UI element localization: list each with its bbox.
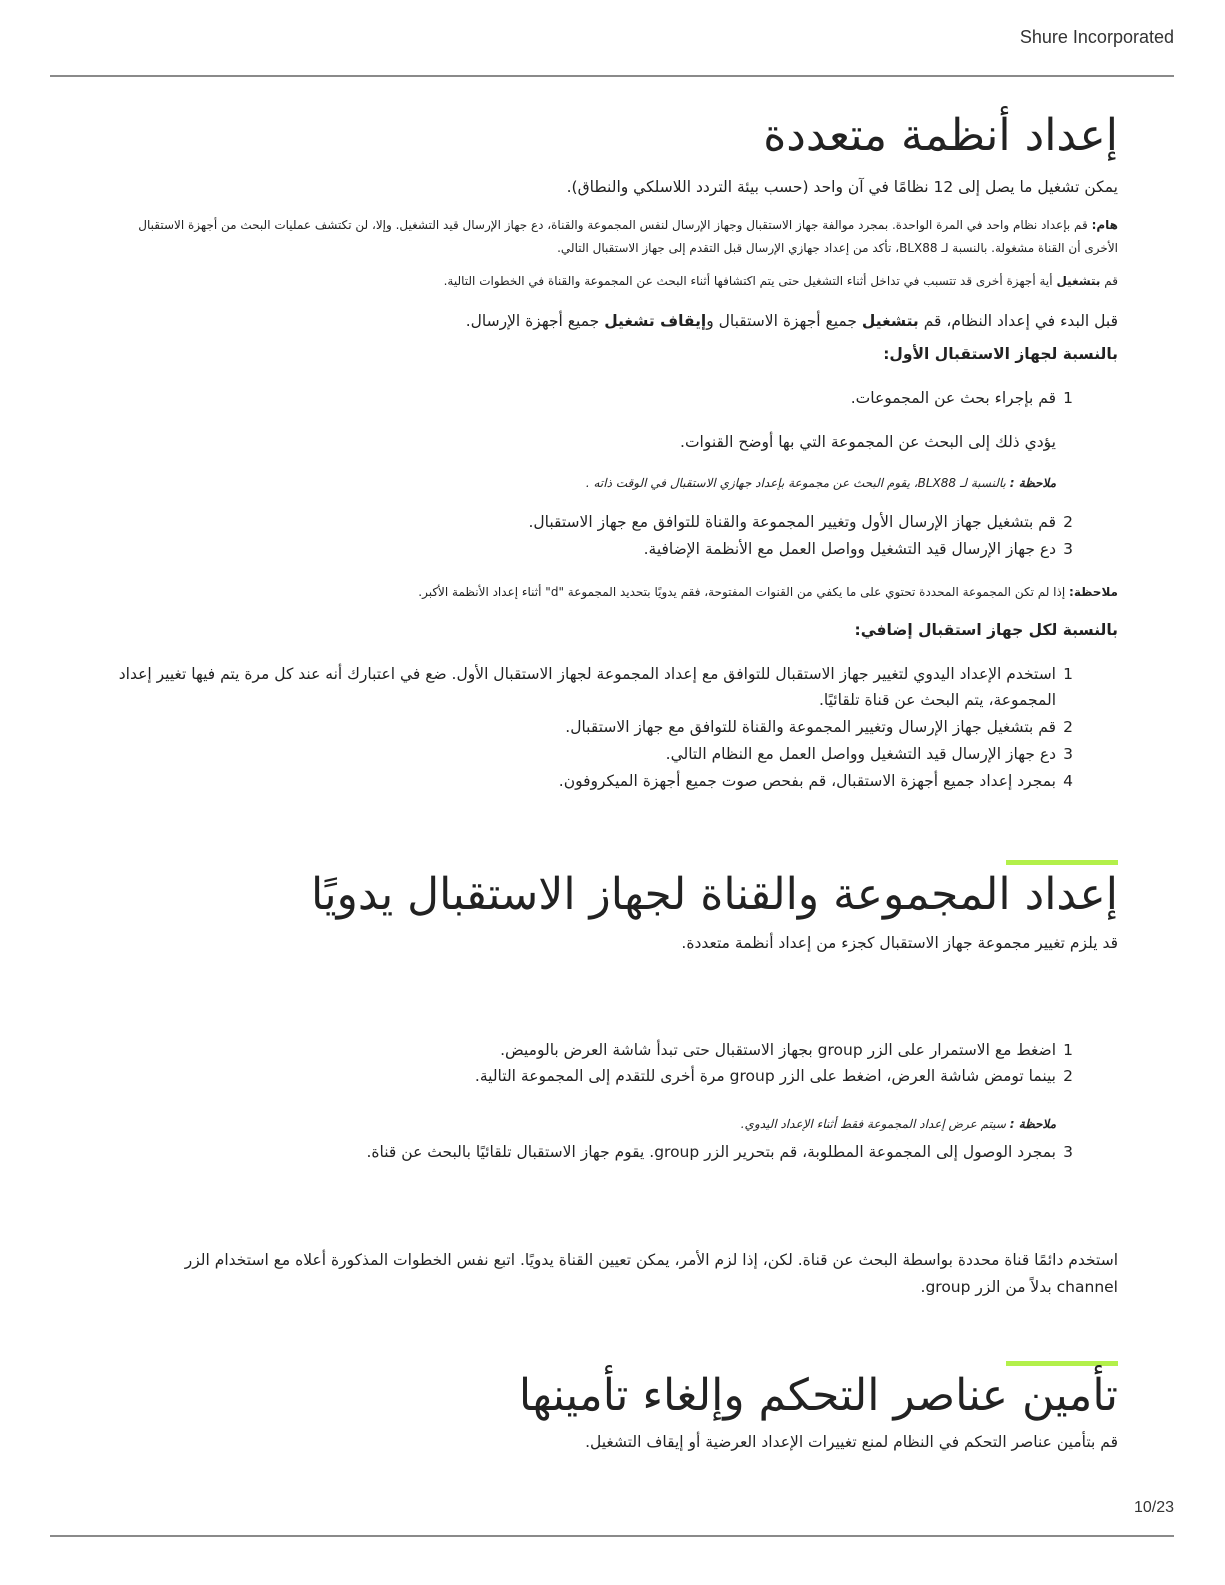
list-item	[120, 536, 1118, 566]
power-text: أية أجهزة أخرى قد تتسبب في تداخل أثناء التشغيل حتى يتم اكتشافها أثناء البحث عن المجموعة والقناة في الخطوات التالية.	[443, 274, 1053, 288]
step-text: بينما تومض شاشة العرض، اضغط على الزر group مرة أخرى للتقدم إلى المجموعة التالية.	[474, 1067, 1056, 1085]
list-item	[120, 1063, 1118, 1093]
footer-divider	[50, 1535, 1174, 1537]
step-number: 4	[1063, 772, 1073, 790]
step-number: 1	[1063, 1041, 1073, 1059]
note-text: بالنسبة لـ BLX88، يقوم البحث عن مجموعة بإعداد جهازي الاستقبال في الوقت ذاته .	[585, 476, 1006, 490]
important-label: هام:	[1091, 218, 1118, 232]
note-text: سيتم عرض إعداد المجموعة فقط أثناء الإعداد اليدوي.	[740, 1117, 1006, 1131]
list-item	[120, 741, 1118, 771]
group-note	[418, 581, 1118, 604]
channel-paragraph: استخدم دائمًا قناة محددة بواسطة البحث عن قناة. لكن، إذا لزم الأمر، يمكن تعيين القناة يدويًا. اتبع نفس الخطوات المذكورة أعلاه مع استخدام الزر channel بدلاً من الزر group.	[184, 1251, 1118, 1296]
step-number: 2	[1063, 513, 1073, 531]
step-text: قم بإجراء بحث عن المجموعات.	[850, 389, 1056, 407]
step-text: قم بتشغيل جهاز الإرسال الأول وتغيير المجموعة والقناة للتوافق مع جهاز الاستقبال.	[528, 513, 1056, 531]
note-label: ملاحظة:	[1069, 585, 1118, 599]
additional-receiver-heading: بالنسبة لكل جهاز استقبال إضافي:	[854, 621, 1118, 639]
step-number: 1	[1063, 665, 1073, 683]
step-text: دع جهاز الإرسال قيد التشغيل وواصل العمل مع النظام التالي.	[665, 745, 1056, 763]
page-number: 10/23	[1133, 1499, 1174, 1516]
power-prefix: قم	[1104, 274, 1118, 288]
section-title-lock-controls: تأمين عناصر التحكم وإلغاء تأمينها	[518, 1370, 1118, 1421]
step-text: اضغط مع الاستمرار على الزر group بجهاز الاستقبال حتى تبدأ شاشة العرض بالوميض.	[500, 1041, 1056, 1059]
section-intro: قد يلزم تغيير مجموعة جهاز الاستقبال كجزء من إعداد أنظمة متعددة.	[681, 934, 1118, 952]
power-on-note	[444, 270, 1118, 293]
section-accent-bar	[1006, 1361, 1118, 1366]
important-text: قم بإعداد نظام واحد في المرة الواحدة. بمجرد موالفة جهاز الاستقبال وجهاز الإرسال لنفس المجموعة والقناة، دع جهاز الإرسال قيد التشغيل. وإلا، لن تكتشف عمليات البحث من أجهزة الاستقبال الأخرى أن القناة مشغولة. بالنسبة لـ BLX88، تأكد من إعداد جهازي الإرسال قبل التقدم إلى جهاز الاستقبال التالي.	[138, 218, 1118, 255]
manual-note	[741, 1117, 1056, 1131]
note-label: ملاحظة :	[1009, 476, 1056, 490]
step-number: 2	[1063, 1067, 1073, 1085]
list-item	[120, 385, 1118, 415]
step-text: قم بتشغيل جهاز الإرسال وتغيير المجموعة والقناة للتوافق مع جهاز الاستقبال.	[565, 718, 1056, 736]
step-number: 1	[1063, 389, 1073, 407]
before-part-3: جميع أجهزة الإرسال.	[465, 312, 600, 330]
first-receiver-heading: بالنسبة لجهاز الاستقبال الأول:	[883, 345, 1118, 363]
step-number: 3	[1063, 1143, 1073, 1161]
step-text: دع جهاز الإرسال قيد التشغيل وواصل العمل مع الأنظمة الإضافية.	[643, 540, 1056, 558]
note-label: ملاحظة :	[1009, 1117, 1056, 1131]
list-item	[120, 1139, 1118, 1169]
step-number: 2	[1063, 718, 1073, 736]
company-name: Shure Incorporated	[1019, 27, 1174, 47]
section-accent-bar	[1006, 860, 1118, 865]
section-intro: قم بتأمين عناصر التحكم في النظام لمنع تغييرات الإعداد العرضية أو إيقاف التشغيل.	[585, 1433, 1118, 1451]
page-content	[120, 0, 1118, 1585]
list-item	[120, 714, 1118, 744]
list-item	[120, 768, 1118, 798]
before-setup-text	[466, 309, 1118, 334]
before-part-1: قبل البدء في إعداد النظام، قم	[923, 312, 1118, 330]
step-note	[586, 476, 1056, 490]
before-part-2: جميع أجهزة الاستقبال و	[706, 312, 857, 330]
step-text: بمجرد الوصول إلى المجموعة المطلوبة، قم بتحرير الزر group. يقوم جهاز الاستقبال تلقائيًا بالبحث عن قناة.	[366, 1143, 1056, 1161]
section-title-multiple-systems: إعداد أنظمة متعددة	[763, 110, 1118, 161]
section-title-manual-setup: إعداد المجموعة والقناة لجهاز الاستقبال يدويًا	[310, 869, 1118, 920]
step-number: 3	[1063, 540, 1073, 558]
before-bold-2: إيقاف تشغيل	[604, 312, 707, 330]
step-number: 3	[1063, 745, 1073, 763]
list-item	[120, 661, 1118, 717]
step-result: يؤدي ذلك إلى البحث عن المجموعة التي بها أوضح القنوات.	[680, 433, 1056, 451]
power-bold: بتشغيل	[1056, 274, 1101, 288]
important-note	[128, 214, 1118, 260]
step-text: استخدم الإعداد اليدوي لتغيير جهاز الاستقبال للتوافق مع إعداد المجموعة لجهاز الاستقبال الأول. ضع في اعتبارك أنه عند كل مرة يتم فيها تغيير إعداد المجموعة، يتم البحث عن قناة تلقائيًا.	[118, 665, 1056, 710]
list-item	[120, 509, 1118, 539]
note-text: إذا لم تكن المجموعة المحددة تحتوي على ما يكفي من القنوات المفتوحة، فقم يدويًا بتحديد المجموعة "d" أثناء إعداد الأنظمة الأكبر.	[418, 585, 1066, 599]
before-bold-1: بتشغيل	[861, 312, 919, 330]
step-text: بمجرد إعداد جميع أجهزة الاستقبال، قم بفحص صوت جميع أجهزة الميكروفون.	[558, 772, 1056, 790]
section-intro: يمكن تشغيل ما يصل إلى 12 نظامًا في آن واحد (حسب بيئة التردد اللاسلكي والنطاق).	[566, 178, 1118, 196]
